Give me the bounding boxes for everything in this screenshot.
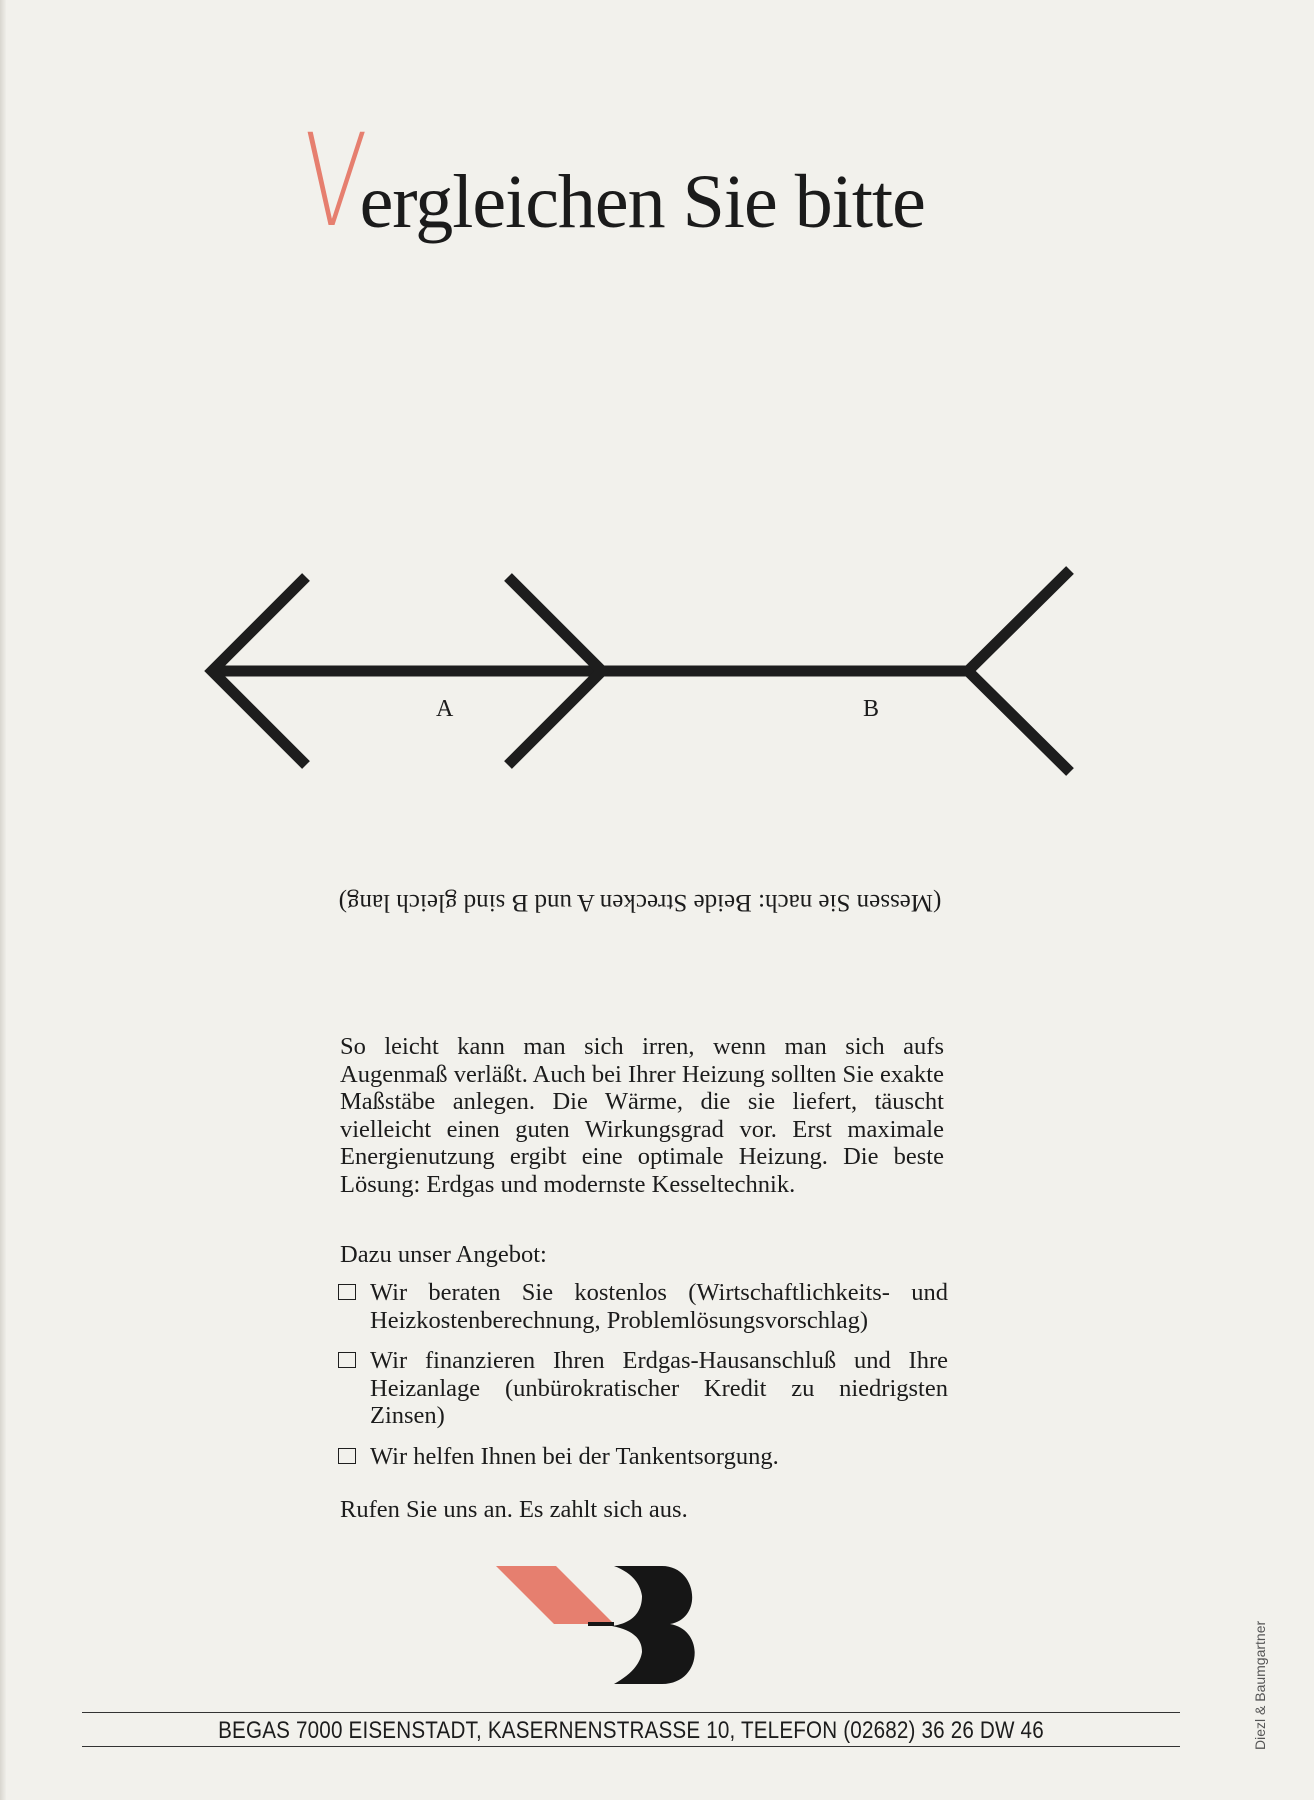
mueller-lyer-illusion (0, 0, 1314, 820)
footer-address: BEGAS 7000 EISENSTADT, KASERNENSTRASSE 10, TELEFON (02682) 36 26 DW 46 (218, 1717, 1044, 1744)
footer-rule-top (82, 1712, 1180, 1713)
headline-text: ergleichen Sie bitte (359, 160, 925, 244)
checkbox[interactable] (338, 1448, 356, 1464)
offer-item (338, 1443, 948, 1471)
body-paragraph: So leicht kann man sich irren, wenn man sich aufs Augenmaß verläßt. Auch bei Ihrer Heizung sollten Sie exakte Maßstäbe anlegen. Die Wärme, die sie liefert, täuscht vielleicht einen guten Wirkungsgrad vor. Erst maximale Energienutzung ergibt eine optimale Heizung. Die beste Lösung: Erdgas und modernste Kesseltechnik. (340, 1033, 944, 1198)
fin-right (968, 570, 1070, 772)
offer-text: Wir finanzieren Ihren Erdgas-Hausanschluß und Ihre Heizanlage (unbürokratischer Kredit zu niedrigsten Zinsen) (370, 1347, 948, 1429)
call-to-action: Rufen Sie uns an. Es zahlt sich aus. (340, 1496, 688, 1523)
begas-logo (492, 1560, 712, 1690)
measure-note-upside-down: (Messen Sie nach: Beide Strecken A und B sind gleich lang) (338, 889, 942, 916)
agency-credit: Diezl & Baumgartner (1252, 1620, 1268, 1750)
label-b: B (863, 696, 880, 722)
offer-text: Wir beraten Sie kostenlos (Wirtschaftlichkeits- und Heizkostenberechnung, Problemlösungsvorschlag) (370, 1279, 948, 1334)
logo-black-b (612, 1566, 695, 1684)
offer-title: Dazu unser Angebot: (340, 1241, 547, 1268)
offer-item (338, 1347, 948, 1430)
label-a: A (436, 696, 454, 722)
logo-red-parallelogram (496, 1566, 614, 1624)
footer-rule-bottom (82, 1746, 1180, 1747)
checkbox[interactable] (338, 1352, 356, 1368)
headline-initial: V (298, 107, 370, 256)
offer-item (338, 1279, 948, 1334)
offer-list (338, 1279, 948, 1483)
checkbox[interactable] (338, 1284, 356, 1300)
offer-text: Wir helfen Ihnen bei der Tankentsorgung. (370, 1442, 779, 1470)
